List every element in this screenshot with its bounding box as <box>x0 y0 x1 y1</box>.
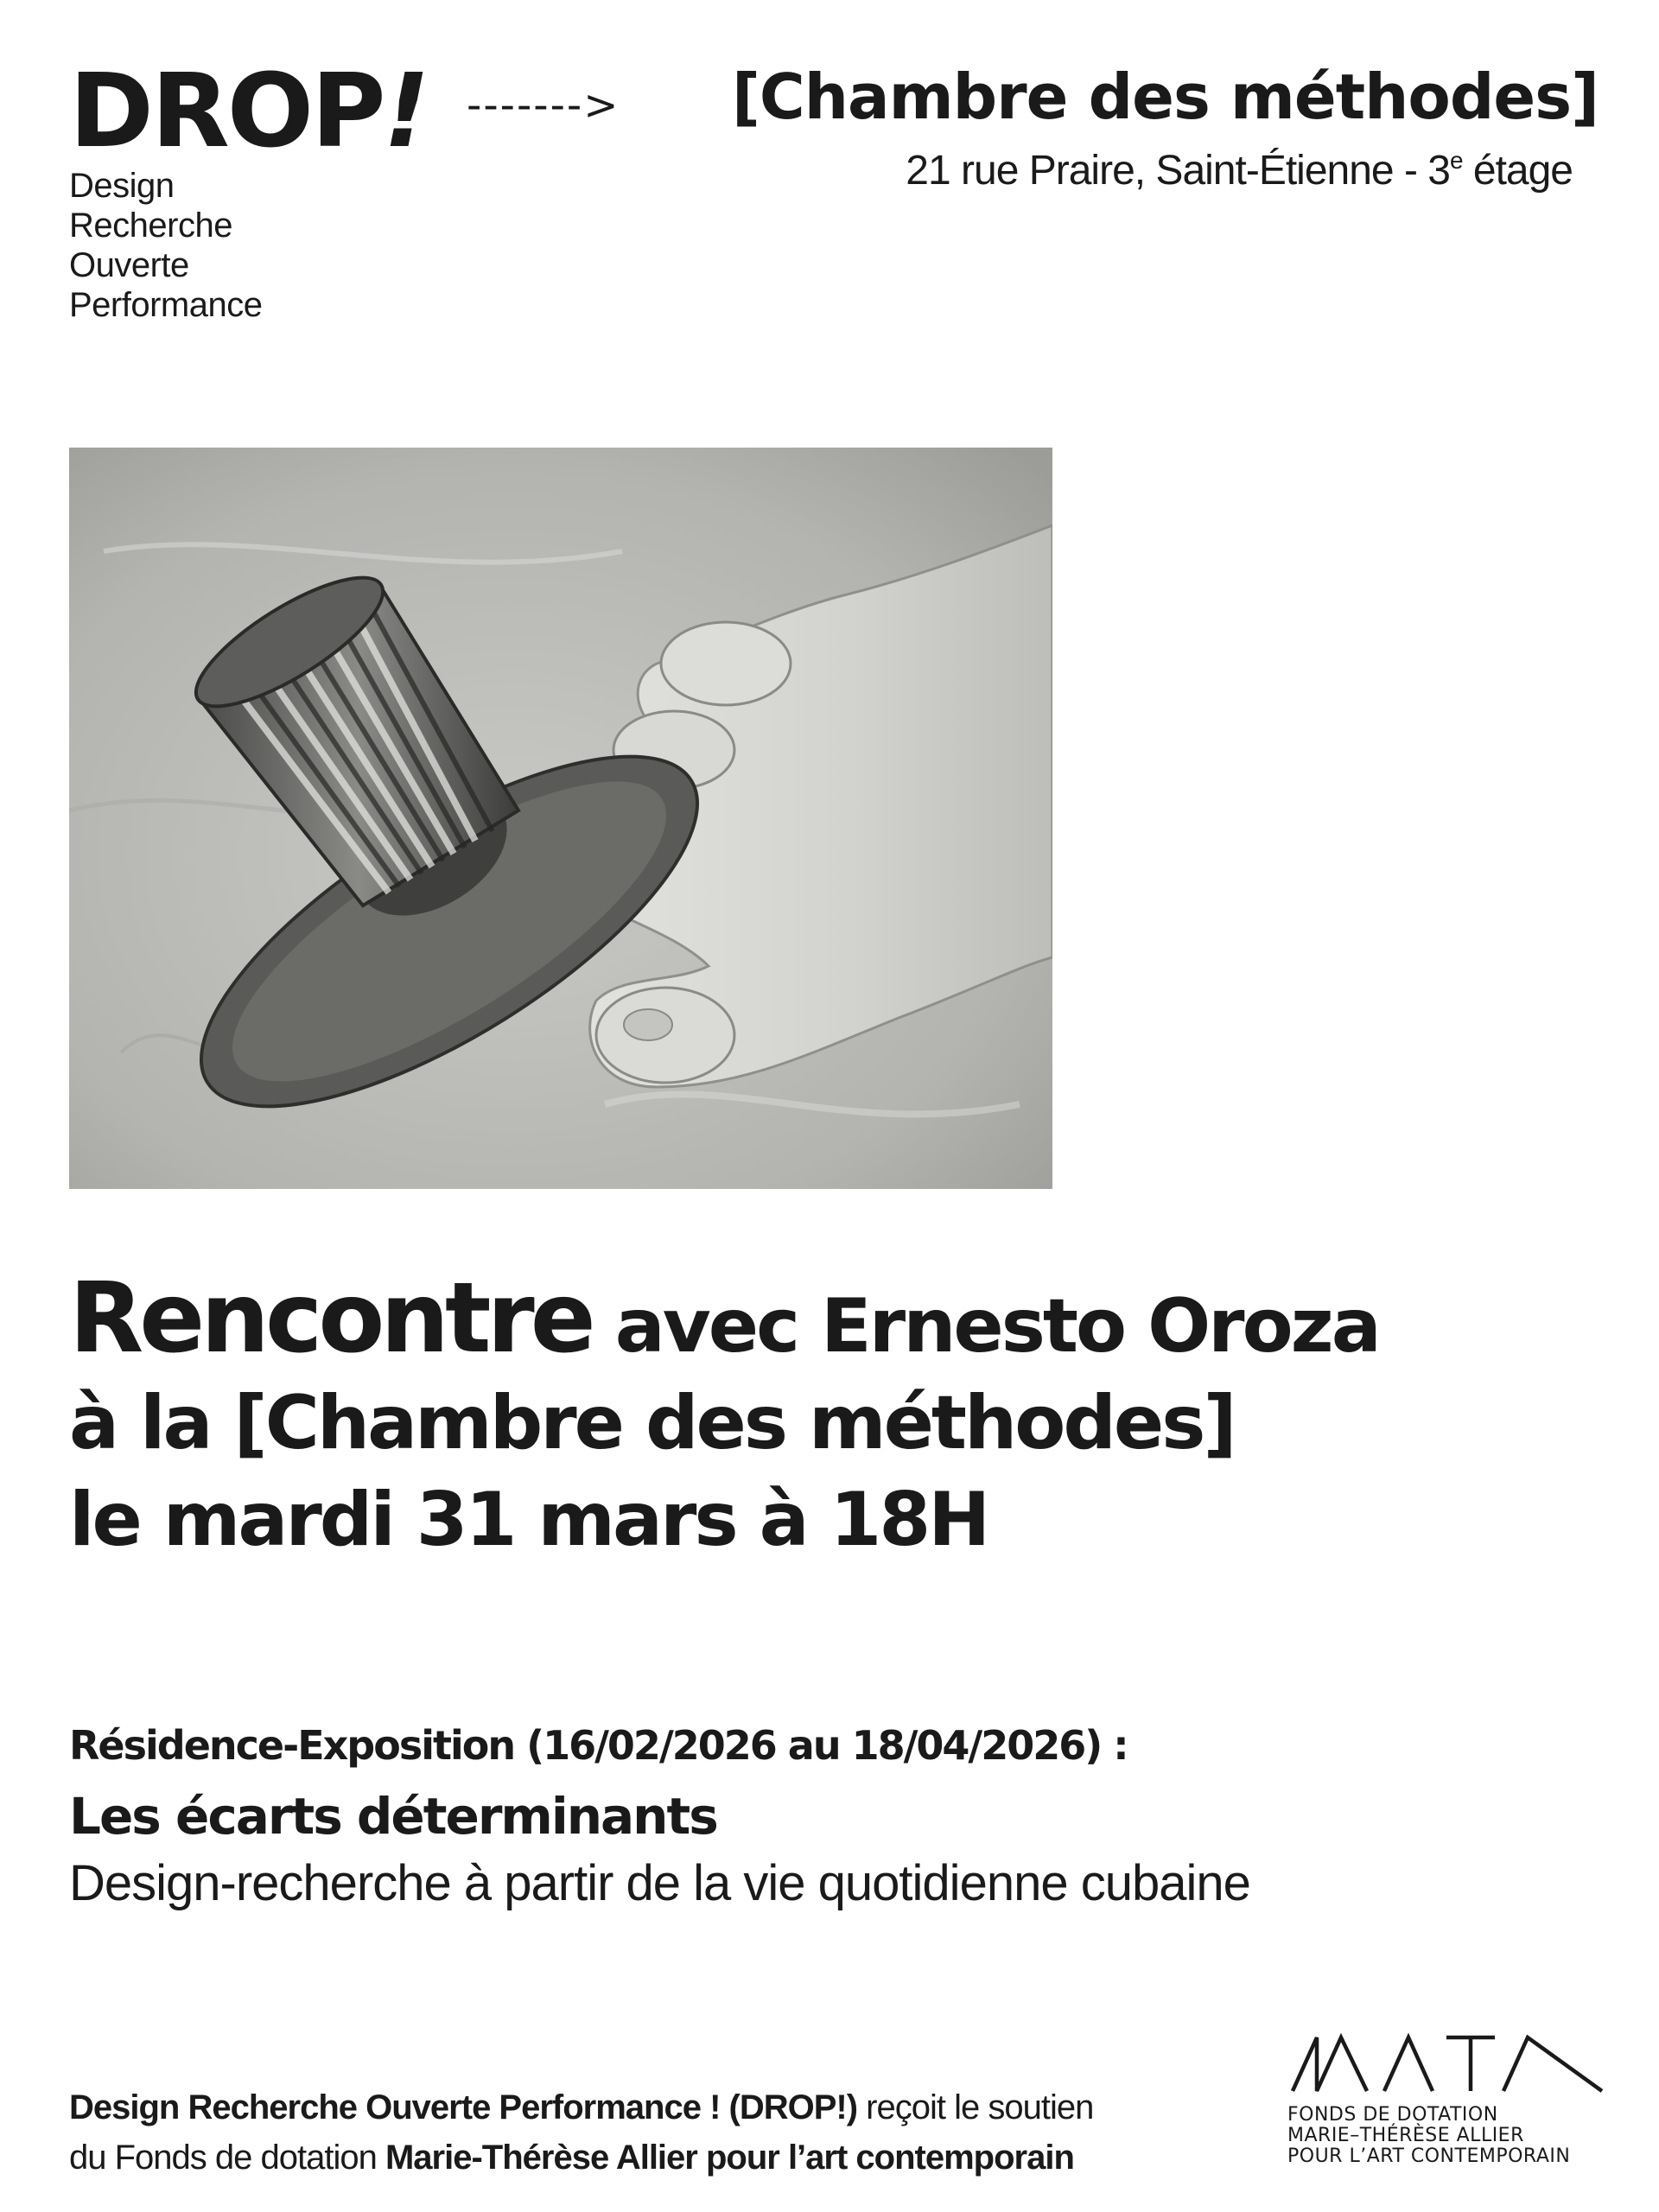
foot-and-glass-photo <box>69 448 1052 1189</box>
logo-line-recherche: Recherche <box>69 207 232 245</box>
logo-line-performance: Performance <box>69 286 263 324</box>
photo-illustration <box>69 448 1052 1189</box>
exhibition-subtitle: Design-recherche à partir de la vie quotidienne cubaine <box>69 1855 1250 1911</box>
headline-line-3: le mardi 31 mars à 18H <box>69 1477 988 1563</box>
support-line-2: du Fonds de dotation Marie-Thérèse Allier pour l’art contemporain <box>69 2139 1074 2177</box>
exhibition-label: Résidence-Exposition (16/02/2026 au 18/04/2026) : <box>69 1722 1128 1769</box>
drop-logo-word: DROP! <box>69 51 428 170</box>
dashed-arrow: -------> <box>467 81 620 130</box>
headline-line-2: à la [Chambre des méthodes] <box>69 1380 1235 1466</box>
mta-logo-mark <box>1287 2032 1607 2094</box>
headline-rencontre: Rencontre <box>69 1262 592 1375</box>
exhibition-info <box>69 1719 1624 1915</box>
support-notice <box>69 2082 1093 2183</box>
mta-caption-line-2: MARIE–THÉRÈSE ALLIER <box>1287 2125 1524 2146</box>
venue-address: 21 rue Praire, Saint-Étienne - 3e étage <box>906 147 1573 194</box>
logo-line-design: Design <box>69 167 175 205</box>
exhibition-title: Les écarts déterminants <box>69 1787 717 1846</box>
support-line-1: Design Recherche Ouverte Performance ! (DROP!) reçoit le soutien <box>69 2088 1094 2126</box>
venue-title: [Chambre des méthodes] <box>732 60 1599 133</box>
mta-logo-caption <box>1287 2105 1607 2167</box>
event-headline <box>69 1262 1624 1568</box>
headline-guest: avec Ernesto Oroza <box>591 1283 1379 1370</box>
drop-logo-expansion <box>69 166 427 325</box>
headline-line-1 <box>69 1262 1624 1375</box>
mta-caption-line-3: POUR L’ART CONTEMPORAIN <box>1287 2145 1571 2167</box>
mta-foundation-logo <box>1287 2032 1607 2167</box>
logo-line-ouverte: Ouverte <box>69 246 189 284</box>
drop-logo <box>69 51 428 325</box>
mta-caption-line-1: FONDS DE DOTATION <box>1287 2104 1498 2126</box>
